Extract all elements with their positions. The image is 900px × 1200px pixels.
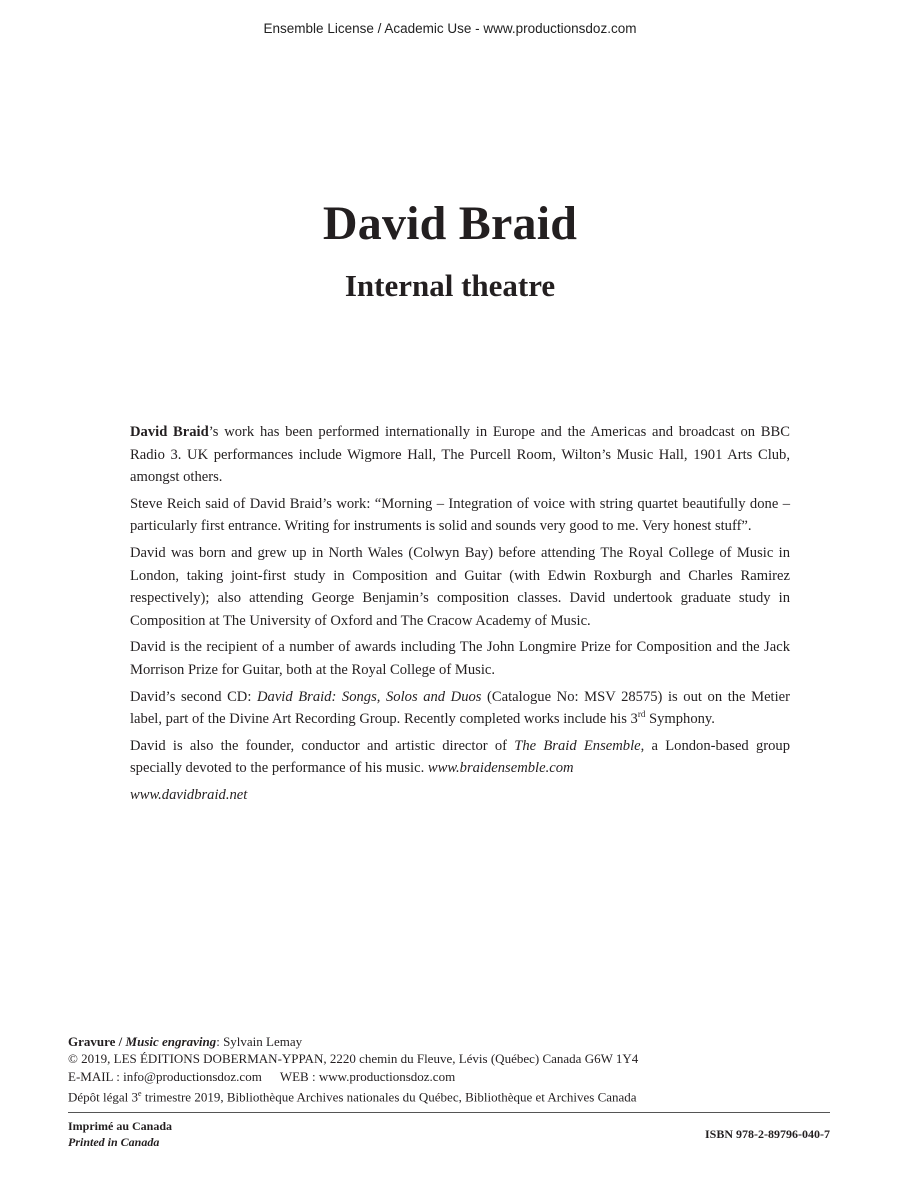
publisher-email[interactable]: E-MAIL : info@productionsdoz.com [68,1068,262,1084]
footer-divider [68,1112,830,1113]
ensemble-name: The Braid Ensemble [514,737,641,754]
isbn: ISBN 978-2-89796-040-7 [705,1127,830,1141]
composer-name: David Braid [322,197,578,250]
publisher-web[interactable]: WEB : www.productionsdoz.com [279,1068,456,1084]
composer-website-link[interactable]: www.davidbraid.net [130,786,248,803]
work-title: Internal theatre [344,268,556,303]
contact-line [68,1068,638,1085]
bio-paragraph-2: Steve Reich said of David Braid’s work: “Morning – Integration of voice with string quartet beautifully done – particularly first entrance. Writing for instruments is solid and sounds very good to me. Very honest stuff”. [130,495,790,535]
bio-composer-name: David Braid [130,424,209,440]
biography [130,421,790,811]
bio-paragraph-3: David was born and grew up in North Wales (Colwyn Bay) before attending The Royal College of Music in London, taking joint-first study in Composition and Guitar (with Edwin Roxburgh and Charles Ramirez respectively); also attending George Benjamin’s composition classes. David undertook graduate study in Composition at The University of Oxford and The Cracow Academy of Music. [130,544,790,629]
publisher-credits [68,1033,638,1106]
printed-in: Imprimé au Canada Printed in Canada [68,1119,173,1149]
bio-paragraph-4: David is the recipient of a number of awards including The John Longmire Prize for Composition and the Jack Morrison Prize for Guitar, both at the Royal College of Music. [130,639,790,678]
copyright-notice: © 2019, LES ÉDITIONS DOBERMAN-YPPAN, 2220 chemin du Fleuve, Lévis (Québec) Canada G6W 1Y4 [68,1051,639,1067]
ensemble-website-link[interactable]: www.braidensemble.com [427,760,574,777]
bio-paragraph-5: David’s second CD: David Braid: Songs, Solos and Duos (Catalogue No: MSV 28575) is out on the Metier label, part of the Divine Art Recording Group. Recently completed works include his 3rd Symphony. [130,688,791,728]
engraver-name: Sylvain Lemay [223,1034,303,1049]
cd-title: David Braid: Songs, Solos and Duos [256,688,482,705]
legal-deposit: Dépôt légal 3e trimestre 2019, Bibliothèque Archives nationales du Québec, Bibliothèque et Archives Canada [68,1088,637,1105]
bio-paragraph-1: David Braid’s work has been performed internationally in Europe and the Americas and broadcast on BBC Radio 3. UK performances include Wigmore Hall, The Purcell Room, Wilton’s Music Hall, 1901 Arts Club, amongst others. [130,424,790,486]
engraving-credit: Gravure / Music engraving: Sylvain Lemay [68,1034,303,1049]
license-header: Ensemble License / Academic Use - www.productionsdoz.com [263,21,637,36]
bio-paragraph-6: David is also the founder, conductor and artistic director of The Braid Ensemble, a London-based group specially devoted to the performance of his music. www.braidensemble.com [130,737,791,777]
